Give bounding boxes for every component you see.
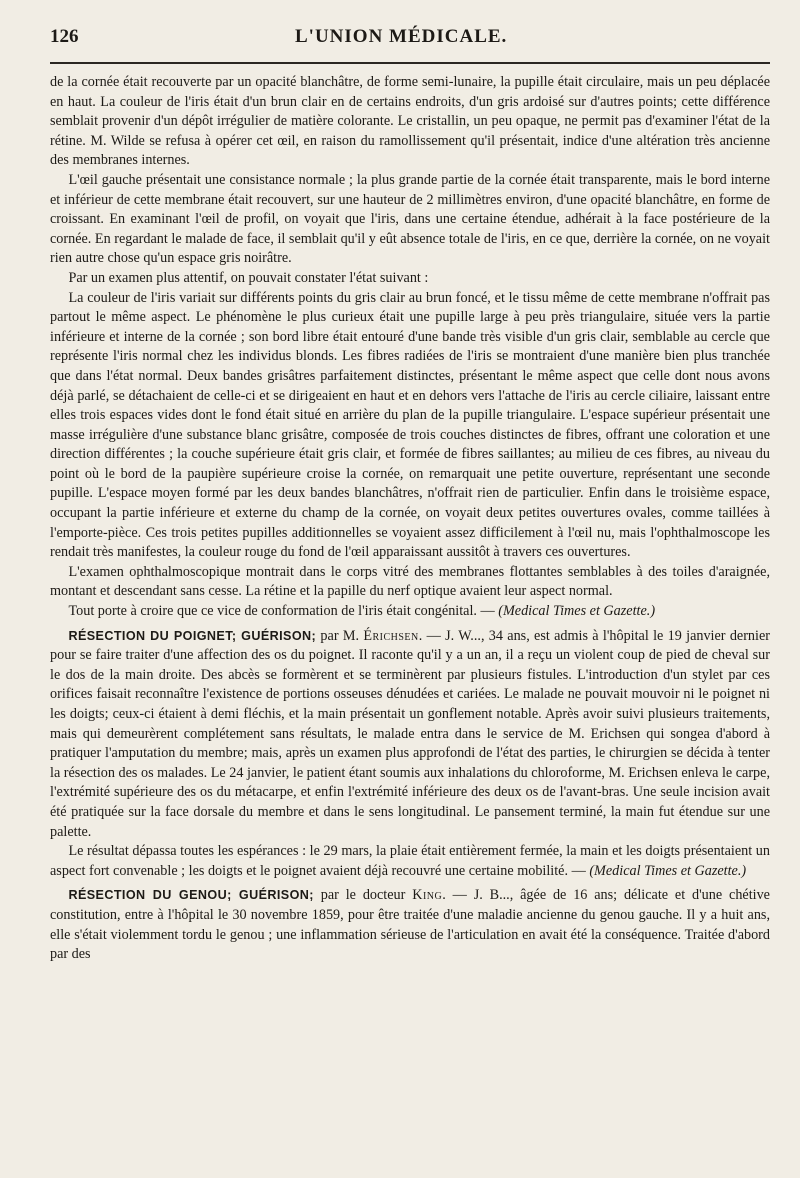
paragraph-iris-right-eye: de la cornée était recouverte par un opacité blanchâtre, de forme semi-lunaire, la pupille était circulaire, mais un peu déplacée en haut. La couleur de l'iris était d'un brun clair en de certains endroits, d'un gris ardoisé sur d'autres points; cette différence semblait provenir d'un dépôt irrégulier de matière colorante. Le cristallin, un peu opaque, ne permit pas d'examiner l'état de la rétine. M. Wilde se refusa à opérer cet œil, en raison du ramollissement qu'il présentait, indice d'une altération très ancienne des membranes internes. xyxy=(50,74,770,169)
page-header xyxy=(50,26,770,58)
section-wrist-resection xyxy=(50,627,770,843)
source-citation: (Medical Times et Gazette.) xyxy=(589,862,747,879)
author-prefix: par le docteur xyxy=(313,887,413,904)
paragraph-ophthalmoscopic-exam: L'examen ophthalmoscopique montrait dans le corps vitré des membranes flottantes semblables à des toiles d'araignée, montant et descendant sans cesse. La rétine et la papille du nerf optique avaient leur aspect normal. xyxy=(50,563,770,600)
article-body xyxy=(50,73,770,965)
journal-title: L'UNION MÉDICALE. xyxy=(295,26,508,47)
author-name: Érichsen xyxy=(363,627,419,644)
author-prefix: par M. xyxy=(316,627,364,644)
section-knee-resection xyxy=(50,886,770,964)
section-heading: RÉSECTION DU POIGNET; GUÉRISON; xyxy=(68,628,317,643)
paragraph-closer-exam: Par un examen plus attentif, on pouvait constater l'état suivant : xyxy=(68,269,429,286)
conclusion-text: Tout porte à croire que ce vice de conformation de l'iris était congénital. — xyxy=(68,603,499,620)
paragraph-conclusion xyxy=(50,602,770,622)
section-text: . — J. W..., 34 ans, est admis à l'hôpital le 19 janvier dernier pour se faire traiter d'une affection des os du poignet. Il raconte qu'il y a un an, il a reçu un violent coup de pied de cheval sur le dos de la main droite. Des abcès se formèrent et se terminèrent par plusieurs fistules. L'introduction d'un stylet par ces orifices faisait reconnaître l'existence de portions osseuses dénudées et cariées. Le malade ne pouvait mouvoir ni le poignet ni les doigts; ceux-ci étaient à demi fléchis, et la main présentait un gonflement notable. Après avoir suivi plusieurs traitements, mais qui demeurèrent complétement sans résultats, le malade entra dans le service de M. Erichsen qui songea d'abord à pratiquer l'amputation du membre; mais, après un examen plus approfondi de l'état des parties, le chirurgien se décida à tenter la résection des os malades. Le 24 janvier, le patient étant soumis aux inhalations du chloroforme, M. Erichsen enleva le carpe, l'extrémité supérieure des os du métacarpe, et enfin l'extrémité inférieure des deux os de l'avant-bras. Une seule incision avait été pratiquée sur la face dorsale du membre et dans le sens longitudinal. Le pansement terminé, la main fut étendue sur une palette. xyxy=(50,627,770,840)
section-heading: RÉSECTION DU GENOU; GUÉRISON; xyxy=(68,888,314,903)
section-text: . — J. B..., âgée de 16 ans; délicate et d'une chétive constitution, entre à l'hôpital le 30 novembre 1859, pour être traitée d'une maladie ancienne du genou gauche. Il y a huit ans, elle s'était violemment tordu le genou ; une inflammation sérieuse de l'articulation en avait été la conséquence. Traitée d'abord par des xyxy=(50,887,770,963)
author-name: King xyxy=(412,887,443,904)
header-rule xyxy=(50,62,770,64)
paragraph-wrist-result xyxy=(50,842,770,881)
result-text: Le résultat dépassa toutes les espérances : le 29 mars, la plaie était entièrement fermée, la main et les doigts présentaient un aspect fort convenable ; les doigts et le poignet avaient déjà recouvré une certaine mobilité. — xyxy=(50,843,770,879)
paragraph-iris-description: La couleur de l'iris variait sur différents points du gris clair au brun foncé, et le tissu même de cette membrane n'offrait pas partout le même aspect. Le phénomène le plus curieux était une pupille large à peu près triangulaire, située vers la partie inférieure et interne de la cornée ; son bord libre était entouré d'une bande très visible d'un gris clair, semblable au cercle que représente l'iris normal chez les individus blonds. Les fibres radiées de l'iris se montraient d'une manière bien plus tranchée que dans l'état normal. Deux bandes grisâtres parfaitement distinctes, présentant le même aspect que celle dont nous avons déjà parlé, se détachaient de celle-ci et se dirigeaient en haut et en dehors vers l'attache de l'iris au cercle ciliaire, laissant entre elles trois espaces vides dont le fond était situé en arrière du plan de la pupille triangulaire. L'espace supérieur présentait une masse irrégulière d'une substance blanc grisâtre, composée de trois couches distinctes de fibres, offrant une coloration et une direction différentes ; la couche supérieure était gris clair, et formée de fibres saillantes; au milieu de ces fibres, au niveau du point où le bord de la paupière supérieure croise la cornée, on remarquait une petite ouverture, représentant une seconde pupille. L'espace moyen formé par les deux bandes blanchâtres, n'offrait rien de particulier. Enfin dans le troisième espace, occupant la partie inférieure et externe du champ de la cornée, on voyait deux petites ouvertures ovales, comme taillées à l'emporte-pièce. Ces trois petites pupilles additionnelles se voyaient assez difficilement à l'œil nu, mais l'ophthalmoscope les rendait très manifestes, la couleur rouge du fond de l'œil apparaissant aussitôt à travers ces ouvertures. xyxy=(50,289,770,561)
paragraph-left-eye: L'œil gauche présentait une consistance normale ; la plus grande partie de la cornée était transparente, mais le bord interne et inférieur de cette membrane était recouvert, sur une hauteur de 2 millimètres environ, d'une opacité blanchâtre, en forme de croissant. En examinant l'œil de profil, on voyait que l'iris, dans une certaine étendue, adhérait à la face postérieure de la cornée. En regardant le malade de face, il semblait qu'il y eût absence totale de l'iris, en ce que, derrière la cornée, on ne voyait rien autre chose qu'un espace gris noirâtre. xyxy=(50,171,770,267)
page-number: 126 xyxy=(50,26,79,47)
source-citation: (Medical Times et Gazette.) xyxy=(498,603,656,620)
